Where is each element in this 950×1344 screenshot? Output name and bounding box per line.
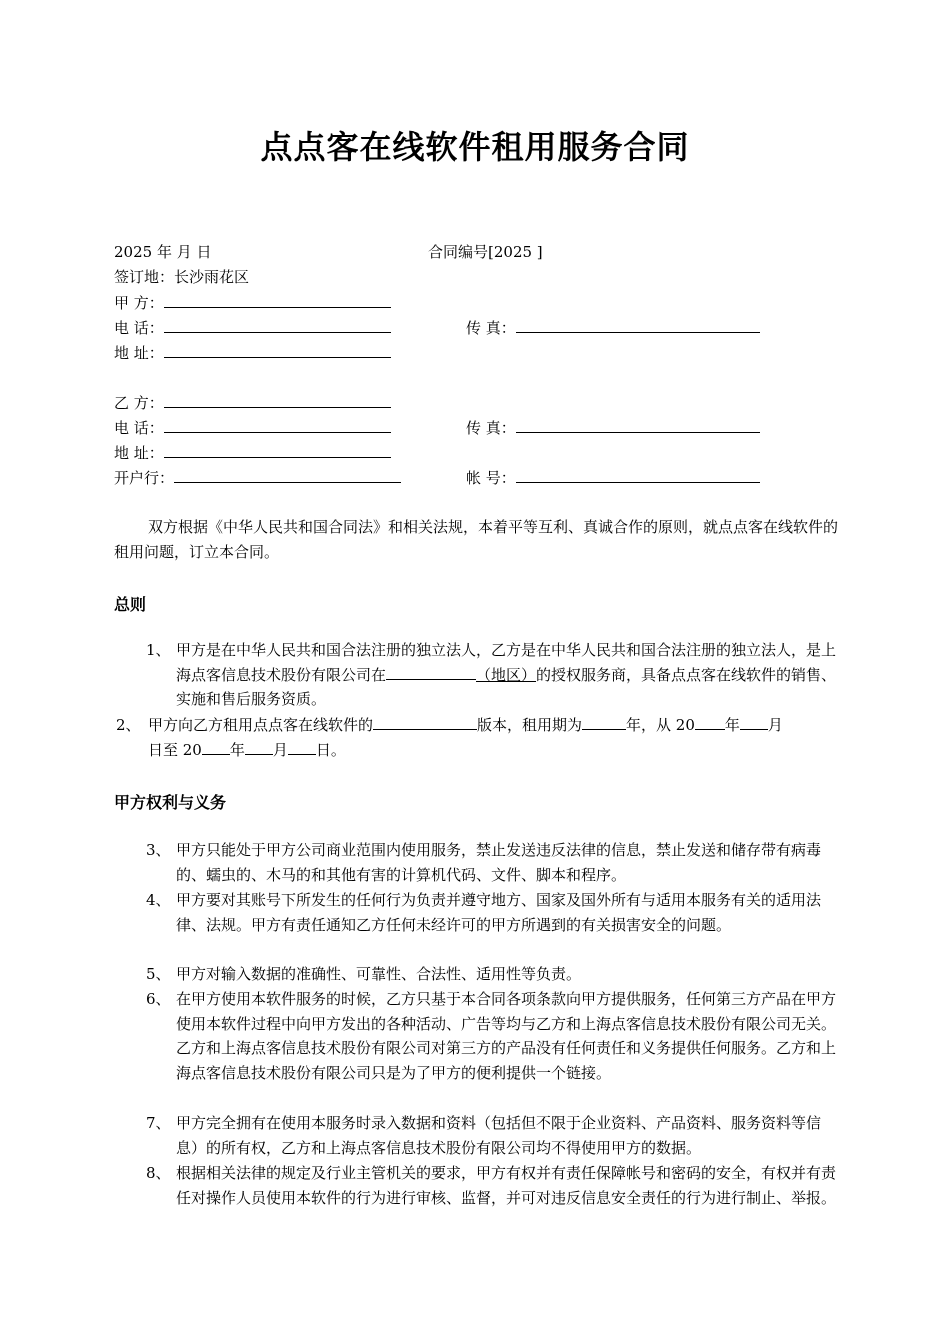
sign-place-label: 签订地： [114, 268, 175, 286]
party-a-phone-row [114, 316, 391, 338]
clause-text: 甲方只能处于甲方公司商业范围内使用服务，禁止发送违反法律的信息，禁止发送和储存带有病毒的、蠕虫的、木马的和其他有害的计算机代码、文件、脚本和程序。 [176, 841, 822, 884]
clause-text: 年 [229, 740, 245, 759]
party-b-address-row [114, 441, 391, 463]
party-b-bank-label: 开户行： [114, 469, 175, 487]
party-b-bank-row [114, 466, 401, 488]
party-a-address-field[interactable] [164, 341, 391, 358]
end-year-field[interactable] [202, 738, 230, 755]
party-a-phone-label: 电 话： [114, 319, 164, 337]
clause-text: 月 [767, 716, 783, 734]
region-field[interactable] [386, 663, 476, 680]
party-a-fax-label: 传 真： [466, 319, 516, 337]
party-b-account-row [466, 466, 760, 488]
party-a-name-field[interactable] [164, 291, 391, 308]
clause-text: 甲方向乙方租用点点客在线软件的 [148, 716, 374, 734]
clause-text: 的授权服务商，具备点点客在线软件的销售、实施和售后服务资质。 [176, 665, 837, 708]
party-b-account-field[interactable] [516, 466, 760, 483]
clause-text: 日。 [315, 740, 346, 759]
party-b-fax-row [466, 416, 760, 438]
region-label: （地区） [476, 665, 537, 684]
party-a-address-label: 地 址： [114, 344, 164, 362]
end-day-field[interactable] [288, 738, 316, 755]
clause-text: 年 [724, 716, 740, 734]
contract-number: 合同编号[2025 ] [428, 243, 543, 261]
party-a-fax-row [466, 316, 760, 338]
intro-paragraph: 双方根据《中华人民共和国合同法》和相关法规，本着平等互利、真诚合作的原则，就点点客在线软件的租用问题，订立本合同。 [114, 518, 839, 561]
party-b-bank-field[interactable] [174, 466, 401, 483]
clause-text: 根据相关法律的规定及行业主管机关的要求，甲方有权并有责任保障帐号和密码的安全，有权并有责任对操作人员使用本软件的行为进行审核、监督，并可对违反信息安全责任的行为进行制止、举报。 [176, 1164, 837, 1207]
section-heading-party-a-rights: 甲方权利与义务 [114, 793, 227, 812]
document-title: 点点客在线软件租用服务合同 [260, 128, 690, 166]
clause-number: 2、 [116, 716, 141, 734]
party-b-name-row [114, 391, 391, 413]
clause-number: 7、 [146, 1114, 171, 1132]
party-b-name-field[interactable] [164, 391, 391, 408]
sign-place-row [114, 266, 249, 288]
clause-text: 年，从 20 [626, 716, 695, 734]
clause-text: 甲方要对其账号下所发生的任何行为负责并遵守地方、国家及国外所有与适用本服务有关的适用法律、法规。甲方有责任通知乙方任何未经许可的甲方所遇到的有关损害安全的问题。 [176, 891, 822, 934]
party-b-phone-field[interactable] [164, 416, 391, 433]
clause-text: 甲方完全拥有在使用本服务时录入数据和资料（包括但不限于企业资料、产品资料、服务资料等信息）的所有权，乙方和上海点客信息技术股份有限公司均不得使用甲方的数据。 [176, 1114, 822, 1157]
clause-2 [116, 713, 838, 762]
clause-text: 版本，租用期为 [477, 716, 583, 734]
clause-number: 3、 [146, 841, 171, 859]
clause-text: 甲方是在中华人民共和国合法注册的独立法人，乙方是在中华人民共和国合法注册的独立法人，是上海点客信息技术股份有限公司在 [176, 641, 837, 684]
start-month-field[interactable] [740, 713, 768, 730]
party-a-phone-field[interactable] [164, 316, 391, 333]
party-b-address-label: 地 址： [114, 444, 164, 462]
clause-text: 日至 20 [148, 740, 202, 759]
party-a-address-row [114, 341, 391, 363]
clause-number: 1、 [146, 641, 171, 659]
clause-3 [146, 838, 838, 887]
clause-5 [146, 962, 838, 987]
contract-date: 2025 年 月 日 [114, 243, 212, 261]
party-b-phone-row [114, 416, 391, 438]
party-a-fax-field[interactable] [516, 316, 760, 333]
clause-text: 在甲方使用本软件服务的时候，乙方只基于本合同各项条款向甲方提供服务，任何第三方产品在甲方使用本软件过程中向甲方发出的各种活动、广告等均与乙方和上海点客信息技术股份有限公司无关。乙方和上海点客信息技术股份有限公司对第三方的产品没有任何责任和义务提供任何服务。乙方和上海点客信息技术股份有限公司只是为了甲方的便利提供一个链接。 [176, 990, 837, 1082]
party-a-name-row [114, 291, 391, 313]
clause-7 [146, 1111, 838, 1160]
clause-8 [146, 1161, 838, 1210]
sign-place-value: 长沙雨花区 [174, 268, 250, 286]
rental-years-field[interactable] [582, 713, 626, 730]
end-month-field[interactable] [245, 738, 273, 755]
clause-1 [146, 638, 838, 712]
clause-number: 5、 [146, 965, 171, 983]
section-heading-general: 总则 [114, 595, 147, 614]
clause-number: 4、 [146, 891, 171, 909]
party-b-name-label: 乙 方： [114, 394, 164, 412]
clause-4 [146, 888, 838, 937]
party-b-fax-field[interactable] [516, 416, 760, 433]
party-b-fax-label: 传 真： [466, 419, 516, 437]
version-field[interactable] [373, 713, 477, 730]
clause-text: 甲方对输入数据的准确性、可靠性、合法性、适用性等负责。 [176, 965, 582, 983]
party-b-address-field[interactable] [164, 441, 391, 458]
clause-6 [146, 987, 838, 1085]
party-b-account-label: 帐 号： [466, 469, 516, 487]
clause-number: 8、 [146, 1164, 171, 1182]
party-b-phone-label: 电 话： [114, 419, 164, 437]
clause-number: 6、 [146, 990, 171, 1008]
party-a-name-label: 甲 方： [114, 294, 164, 312]
start-year-field[interactable] [695, 713, 725, 730]
clause-text: 月 [272, 740, 288, 759]
